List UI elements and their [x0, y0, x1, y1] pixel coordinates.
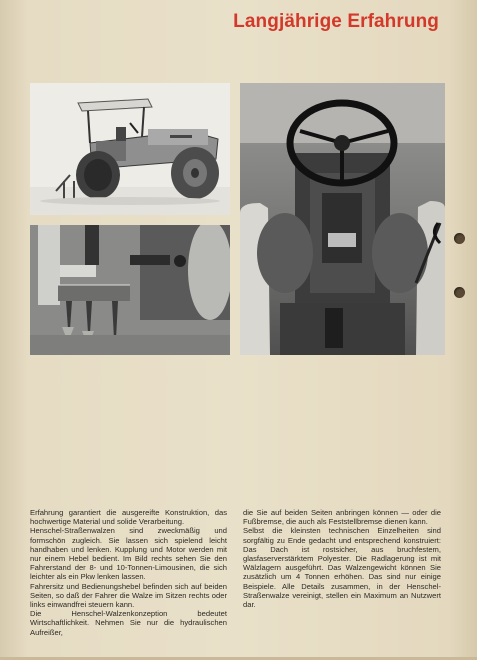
paragraph: Fahrersitz und Bedienungshebel befinden sich auf beiden Seiten, so daß der Fahrer die Walze im Sitzen rechts oder links einwandfrei steuern kann.: [30, 581, 227, 610]
paragraph: die Sie auf beiden Seiten anbringen können — oder die Fußbremse, die auch als Feststellbremse dienen kann.: [243, 508, 441, 527]
ripper-attachment-photo: [30, 225, 230, 355]
binder-hole: [454, 233, 465, 244]
paragraph: Die Henschel-Walzenkonzeption bedeutet Wirtschaftlichkeit. Nehmen Sie nur die hydraulischen Aufreißer,: [30, 609, 227, 637]
paragraph: Erfahrung garantiert die ausgereifte Konstruktion, das hochwertige Material und solide Verarbeitung.: [30, 508, 227, 527]
body-text-left: [30, 508, 227, 637]
driver-cab-illustration: [240, 83, 445, 355]
road-roller-illustration: [30, 83, 230, 215]
page-title: Langjährige Erfahrung: [233, 11, 439, 32]
driver-cab-photo: [240, 83, 445, 355]
paragraph: Selbst die kleinsten technischen Einzelheiten sind sorgfältig zu Ende gedacht und entsprechend konstruiert: Das Dach ist rostsicher, aus bruchfestem, glasfaserverstärktem Polyester. Die Radlagerung ist mit Wälzlagern ausgeführt. Das Walzengewicht können Sie zusätzlich um 4 Tonnen erhöhen. Das sind nur einige Beispiele. Alle Details zusammen, in der Henschel-Straßenwalze vereinigt, stellen ein Maximum an Nutzwert dar.: [243, 526, 441, 610]
ripper-attachment-illustration: [30, 225, 230, 355]
road-roller-photo: [30, 83, 230, 215]
body-text-right: [243, 508, 441, 609]
paragraph: Henschel-Straßenwalzen sind zweckmäßig und formschön zugleich. Sie lassen sich spielend leicht handhaben und lenken. Kupplung und Motor werden mit nur einem Hebel bedient. Im Bild rechts sehen Sie den Fahrerstand der 8- und 10-Tonnen-Limousinen, die sich leichter als ein Pkw lenken lassen.: [30, 526, 227, 582]
binder-hole: [454, 287, 465, 298]
